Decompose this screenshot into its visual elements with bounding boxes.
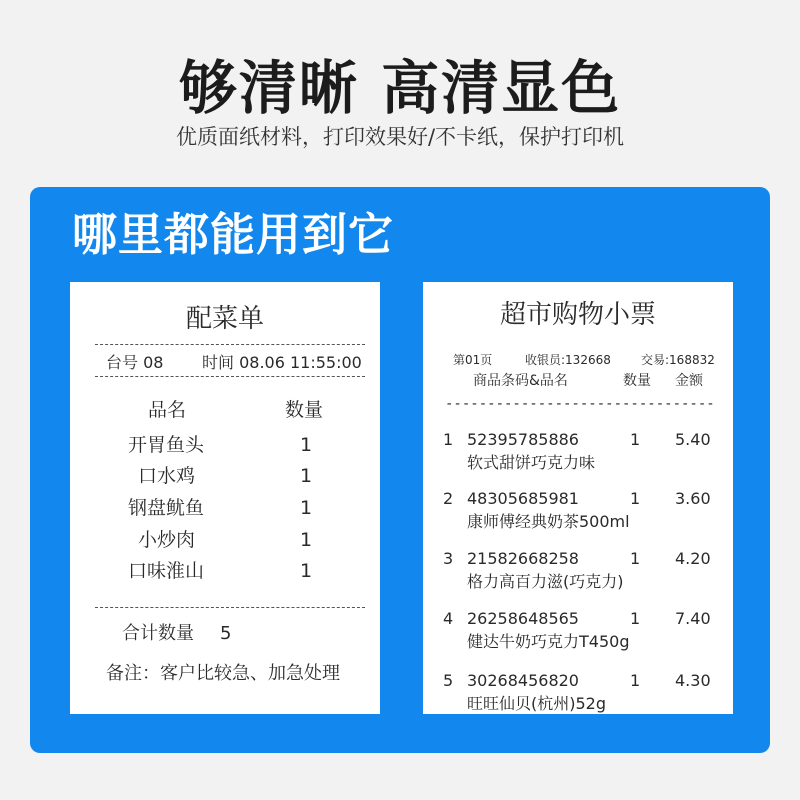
item-number: 1: [443, 430, 454, 449]
item-amount: 4.30: [675, 671, 711, 690]
total-value: 5: [220, 623, 232, 644]
dashed-divider: [95, 376, 365, 377]
headline: 够清晰 高清显色: [178, 54, 622, 122]
item-qty: 1: [630, 549, 641, 568]
item-number: 4: [443, 609, 454, 628]
shopping-receipt-title: 超市购物小票: [499, 300, 656, 330]
item-qty: 1: [630, 671, 641, 690]
dashed-divider: [95, 344, 365, 345]
list-item-name: 开胃鱼头: [128, 434, 205, 456]
item-amount: 3.60: [675, 489, 711, 508]
page-number: 第01页: [453, 353, 493, 367]
usage-panel: [30, 187, 770, 753]
panel-title: 哪里都能用到它: [72, 208, 395, 261]
item-name: 格力高百力滋(巧克力): [467, 572, 624, 591]
list-item-name: 钢盘鱿鱼: [128, 497, 205, 519]
list-item-qty: 1: [300, 497, 313, 519]
shopping-receipt: [423, 282, 733, 714]
total-label: 合计数量: [122, 623, 194, 644]
item-name: 旺旺仙贝(杭州)52g: [467, 694, 607, 713]
item-name: 软式甜饼巧克力味: [467, 453, 596, 472]
list-item-qty: 1: [300, 529, 313, 551]
order-receipt: [70, 282, 380, 714]
item-number: 2: [443, 489, 454, 508]
order-time: 时间 08.06 11:55:00: [202, 353, 362, 372]
order-note: 备注：客户比较急、加急处理: [106, 663, 340, 684]
list-item-name: 口味淮山: [128, 560, 205, 582]
list-item-name: 口水鸡: [138, 465, 196, 487]
column-header-item: 商品条码&品名: [473, 373, 568, 389]
list-item-name: 小炒肉: [138, 529, 196, 551]
subline: 优质面纸材料，打印效果好/不卡纸，保护打印机: [175, 125, 625, 149]
item-number: 5: [443, 671, 454, 690]
item-amount: 7.40: [675, 609, 711, 628]
item-number: 3: [443, 549, 454, 568]
trade-id: 交易:168832: [641, 353, 715, 367]
item-barcode: 52395785886: [467, 430, 579, 449]
item-barcode: 21582668258: [467, 549, 579, 568]
list-item-qty: 1: [300, 434, 313, 456]
item-amount: 5.40: [675, 430, 711, 449]
dashed-divider: [95, 607, 365, 608]
column-header-name: 品名: [148, 399, 187, 421]
item-qty: 1: [630, 609, 641, 628]
list-item-qty: 1: [300, 465, 313, 487]
column-header-amount: 金额: [675, 373, 703, 389]
item-name: 康师傅经典奶茶500ml: [467, 512, 630, 531]
column-header-qty: 数量: [285, 399, 324, 421]
item-qty: 1: [630, 430, 641, 449]
item-amount: 4.20: [675, 549, 711, 568]
item-qty: 1: [630, 489, 641, 508]
item-barcode: 26258648565: [467, 609, 579, 628]
list-item-qty: 1: [300, 560, 313, 582]
item-barcode: 48305685981: [467, 489, 579, 508]
item-barcode: 30268456820: [467, 671, 579, 690]
cashier-id: 收银员:132668: [525, 353, 611, 367]
table-number: 台号 08: [106, 353, 164, 372]
dashed-divider: --------------------------------: [445, 396, 715, 412]
order-receipt-title: 配菜单: [185, 304, 264, 334]
column-header-qty: 数量: [623, 373, 651, 389]
item-name: 健达牛奶巧克力T450g: [467, 632, 630, 651]
